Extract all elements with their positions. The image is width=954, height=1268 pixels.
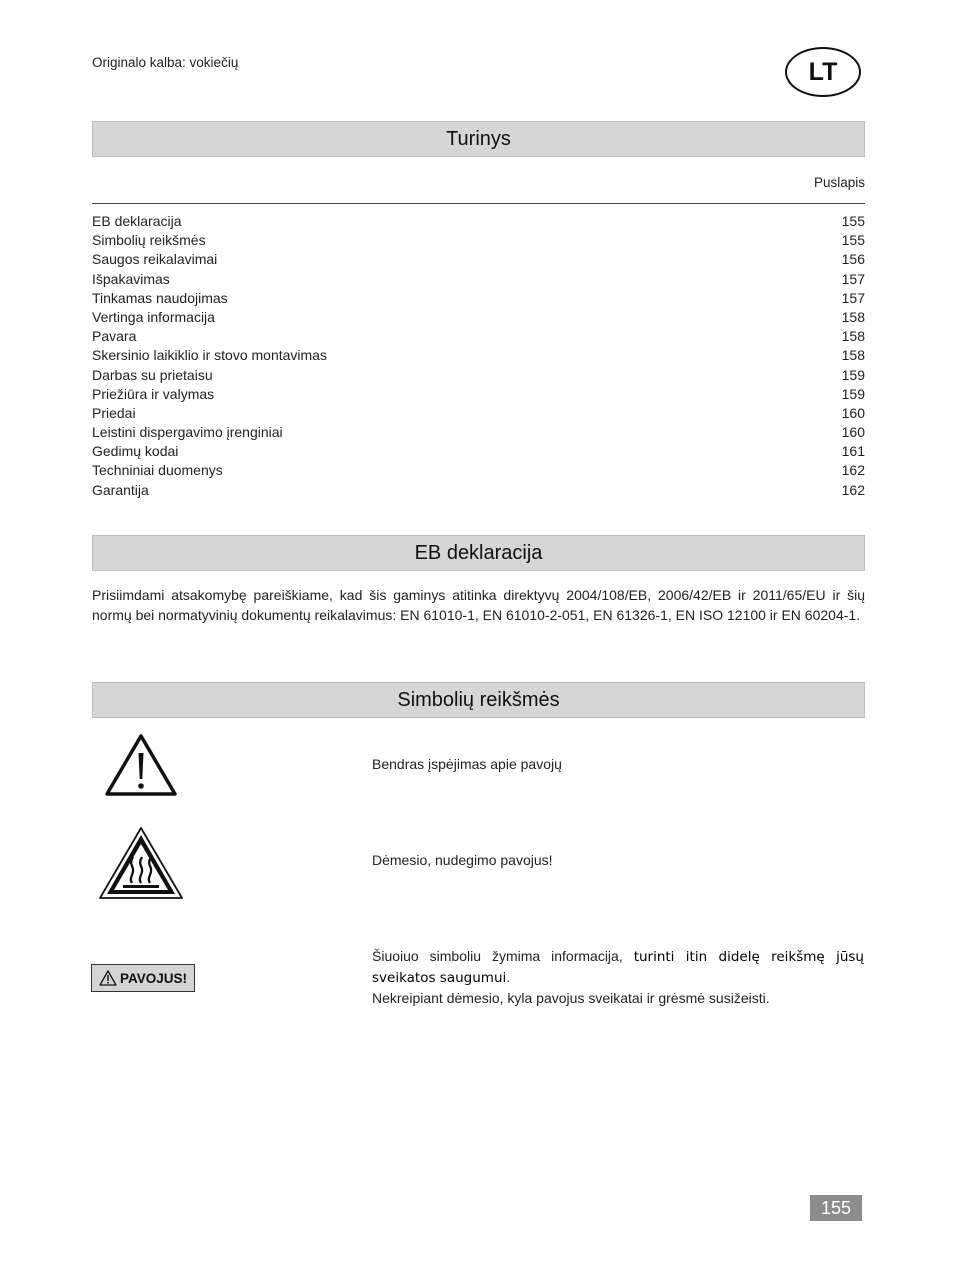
toc-row — [92, 442, 865, 461]
toc-item-page: 158 — [841, 347, 865, 364]
toc-item-page: 160 — [841, 404, 865, 421]
toc-row — [92, 385, 865, 404]
toc-row — [92, 346, 865, 365]
toc-row — [92, 481, 865, 500]
declaration-heading: EB deklaracija — [92, 535, 865, 571]
toc-item-label: Išpakavimas — [92, 270, 170, 287]
page-column-label: Puslapis — [813, 175, 865, 190]
toc-item-page: 162 — [841, 481, 865, 498]
hot-surface-icon — [98, 826, 184, 905]
toc-item-label: Skersinio laikiklio ir stovo montavimas — [92, 347, 327, 364]
toc-item-label: Tinkamas naudojimas — [92, 289, 228, 306]
danger-label-text: PAVOJUS! — [119, 970, 187, 986]
toc-item-label: Saugos reikalavimai — [92, 251, 218, 268]
toc-item-label: Simbolių reikšmės — [92, 232, 206, 249]
toc-item-page: 159 — [841, 366, 865, 383]
symbol-text-burn-hazard: Dėmesio, nudegimo pavojus! — [372, 852, 553, 868]
toc-row — [92, 327, 865, 346]
danger-text-end: . — [506, 969, 511, 985]
symbols-heading: Simbolių reikšmės — [92, 682, 865, 718]
toc-item-label: Garantija — [92, 481, 149, 498]
toc-row — [92, 231, 865, 250]
language-badge: LT — [785, 47, 861, 97]
toc-item-page: 155 — [841, 232, 865, 249]
toc-item-label: Pavara — [92, 328, 137, 345]
toc-list — [92, 212, 865, 500]
toc-row — [92, 404, 865, 423]
symbol-text-general-warning: Bendras įspėjimas apie pavojų — [372, 756, 562, 772]
toc-row — [92, 461, 865, 480]
toc-item-label: Priedai — [92, 404, 136, 421]
toc-item-page: 157 — [841, 289, 865, 306]
toc-row — [92, 423, 865, 442]
danger-text-start: Šiuoiuo simboliu žymima informacija, — [372, 948, 634, 964]
toc-item-label: Vertinga informacija — [92, 308, 215, 325]
warning-triangle-icon — [104, 733, 178, 802]
toc-item-label: Gedimų kodai — [92, 443, 179, 460]
symbol-text-danger — [372, 946, 864, 1008]
toc-item-page: 155 — [841, 213, 865, 229]
toc-item-page: 158 — [841, 308, 865, 325]
toc-row — [92, 212, 865, 231]
toc-item-page: 159 — [841, 385, 865, 402]
toc-item-page: 158 — [841, 328, 865, 345]
toc-heading: Turinys — [92, 121, 865, 157]
toc-item-label: EB deklaracija — [92, 213, 182, 229]
toc-item-page: 161 — [841, 443, 865, 460]
page-number: 155 — [810, 1195, 862, 1221]
toc-item-label: Darbas su prietaisu — [92, 366, 213, 383]
toc-row — [92, 308, 865, 327]
toc-item-label: Priežiūra ir valymas — [92, 385, 215, 402]
declaration-text: Prisiimdami atsakomybę pareiškiame, kad šis gaminys atitinka direktyvų 2004/108/EB, 2006/42/EB ir 2011/65/EU ir šių normų bei normatyvinių dokumentų reikalavimus: EN 61010-1, EN 61010-2-051, EN 61326-1, EN ISO 12100 ir EN 60204-1. — [92, 587, 865, 623]
toc-item-label: Techniniai duomenys — [92, 462, 223, 479]
toc-item-page: 160 — [841, 424, 865, 441]
toc-row — [92, 250, 865, 269]
danger-label — [91, 964, 195, 992]
toc-row — [92, 366, 865, 385]
danger-text-emphasis: turinti itin didelę reikšmę jūsų sveikatos saugumui — [372, 949, 864, 986]
toc-divider — [92, 203, 865, 204]
warning-triangle-icon — [99, 970, 117, 986]
toc-item-page: 162 — [841, 462, 865, 479]
toc-item-page: 157 — [841, 270, 865, 287]
original-language-note: Originalo kalba: vokiečių — [92, 55, 239, 70]
toc-item-page: 156 — [841, 251, 865, 268]
toc-row — [92, 270, 865, 289]
toc-row — [92, 289, 865, 308]
toc-item-label: Leistini dispergavimo įrenginiai — [92, 424, 283, 441]
danger-text-line2: Nekreipiant dėmesio, kyla pavojus sveikatai ir grėsmė susižeisti. — [372, 990, 770, 1006]
